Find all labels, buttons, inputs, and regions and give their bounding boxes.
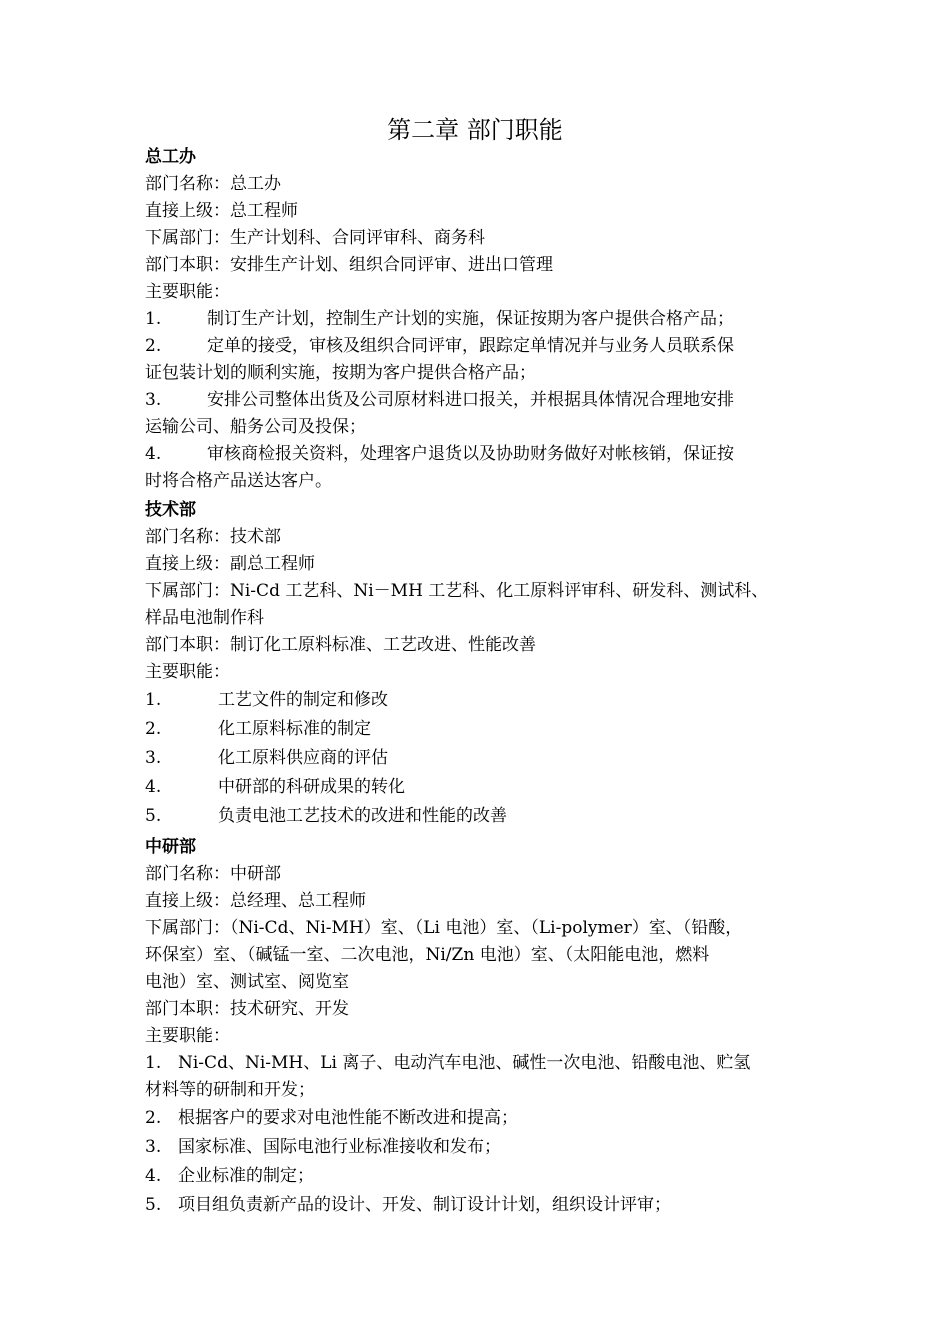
main-functions-label: 主要职能：	[145, 662, 230, 682]
section-technical-dept	[145, 497, 825, 831]
chapter-title: 第二章 部门职能	[387, 116, 563, 144]
function-item-2-cont: 证包装计划的顺利实施，按期为客户提供合格产品；	[145, 363, 536, 383]
function-item-2: 2. 定单的接受，审核及组织合同评审，跟踪定单情况并与业务人员联系保	[145, 336, 734, 356]
function-item-1: 1. Ni-Cd、Ni-MH、Li 离子、电动汽车电池、碱性一次电池、铅酸电池、贮氢	[145, 1053, 751, 1073]
function-item-3-cont: 运输公司、船务公司及投保；	[145, 417, 366, 437]
function-item-3: 3. 国家标准、国际电池行业标准接收和发布；	[145, 1137, 501, 1157]
dept-duty: 部门本职：技术研究、开发	[145, 999, 349, 1019]
function-item-1: 1. 工艺文件的制定和修改	[145, 690, 388, 710]
main-functions-label: 主要职能：	[145, 1026, 230, 1046]
dept-name: 部门名称：技术部	[145, 527, 281, 547]
function-item-4: 4. 企业标准的制定；	[145, 1166, 314, 1186]
dept-duty: 部门本职：安排生产计划、组织合同评审、进出口管理	[145, 255, 553, 275]
dept-subordinates: 下属部门：（Ni-Cd、Ni-MH）室、（Li 电池）室、（Li-polymer）室、（铅酸，	[145, 918, 743, 938]
dept-subordinates-cont-1: 环保室）室、（碱锰一室、二次电池，Ni/Zn 电池）室、（太阳能电池，燃料	[145, 945, 710, 965]
dept-superior: 直接上级：总经理、总工程师	[145, 891, 366, 911]
function-item-4-cont: 时将合格产品送达客户。	[145, 471, 332, 491]
function-item-1-cont: 材料等的研制和开发；	[145, 1080, 315, 1100]
function-item-5: 5. 项目组负责新产品的设计、开发、制订设计计划，组织设计评审；	[145, 1195, 671, 1215]
section-heading: 技术部	[145, 500, 196, 520]
dept-name: 部门名称：中研部	[145, 864, 281, 884]
dept-duty: 部门本职：制订化工原料标准、工艺改进、性能改善	[145, 635, 536, 655]
section-research-center	[145, 834, 825, 1220]
function-item-3: 3. 化工原料供应商的评估	[145, 748, 388, 768]
function-item-5: 5. 负责电池工艺技术的改进和性能的改善	[145, 806, 507, 826]
section-heading: 中研部	[145, 837, 196, 857]
dept-subordinates: 下属部门：Ni-Cd 工艺科、Ni－MH 工艺科、化工原料评审科、研发科、测试科、	[145, 581, 769, 601]
dept-superior: 直接上级：副总工程师	[145, 554, 315, 574]
function-item-1: 1. 制订生产计划，控制生产计划的实施，保证按期为客户提供合格产品；	[145, 309, 734, 329]
main-functions-label: 主要职能：	[145, 282, 230, 302]
function-item-4: 4. 审核商检报关资料，处理客户退货以及协助财务做好对帐核销，保证按	[145, 444, 734, 464]
function-item-2: 2. 化工原料标准的制定	[145, 719, 371, 739]
function-item-3: 3. 安排公司整体出货及公司原材料进口报关，并根据具体情况合理地安排	[145, 390, 734, 410]
dept-subordinates-cont-2: 电池）室、测试室、阅览室	[145, 972, 349, 992]
section-general-office	[145, 144, 825, 495]
dept-subordinates-cont: 样品电池制作科	[145, 608, 264, 628]
function-item-4: 4. 中研部的科研成果的转化	[145, 777, 405, 797]
dept-name: 部门名称：总工办	[145, 174, 281, 194]
function-item-2: 2. 根据客户的要求对电池性能不断改进和提高；	[145, 1108, 518, 1128]
section-heading: 总工办	[145, 147, 196, 167]
dept-superior: 直接上级：总工程师	[145, 201, 298, 221]
dept-subordinates: 下属部门：生产计划科、合同评审科、商务科	[145, 228, 485, 248]
